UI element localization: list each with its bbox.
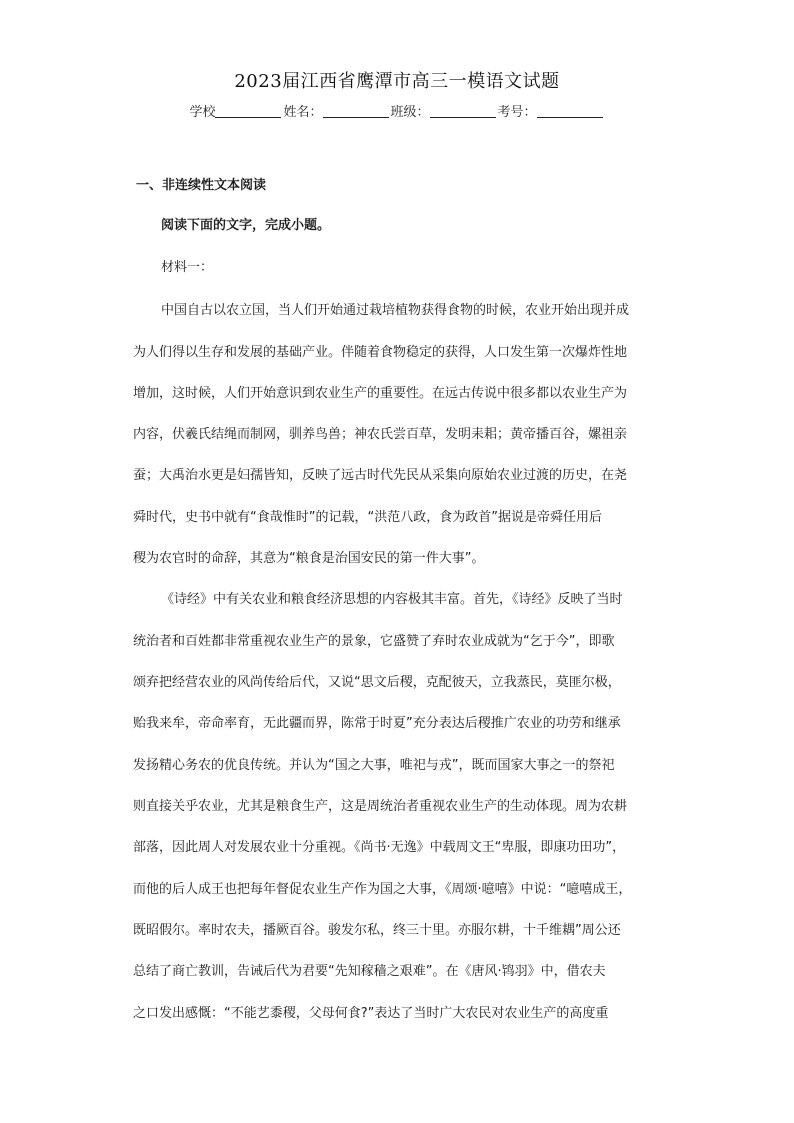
- text-line: 舜时代，史书中就有“食哉惟时”的记载，“洪范八政，食为政首”据说是帝舜任用后: [133, 510, 602, 525]
- exam-number-blank: [537, 103, 603, 118]
- section-heading: 一、非连续性文本阅读: [136, 178, 267, 193]
- name-label: 姓名：: [283, 105, 323, 120]
- student-info-row: [0, 103, 794, 123]
- text-line: 既昭假尔。率时农夫，播厥百谷。骏发尔私，终三十里。亦服尔耕，十千维耦”周公还: [133, 923, 621, 938]
- text-line: 之口发出感慨：“不能艺黍稷，父母何食?”表达了当时广大农民对农业生产的高度重: [133, 1006, 609, 1021]
- text-line: 部落，因此周人对发展农业十分重视。《尚书·无逸》中载周文王“卑服，即康功田功”，: [133, 840, 626, 855]
- page-title: 2023届江西省鹰潭市高三一模语文试题: [234, 71, 560, 92]
- text-line: 而他的后人成王也把每年督促农业生产作为国之大事，《周颂·噫嘻》中说：“噫嘻成王，: [133, 882, 632, 897]
- text-line: 内容，伏羲氏结绳而制网，驯养鸟兽；神农氏尝百草，发明耒耜；黄帝播百谷，嫘祖亲: [133, 427, 628, 442]
- material-label: 材料一：: [161, 260, 214, 275]
- text-line: 总结了商亡教训，告诫后代为君要“先知稼穑之艰难”。在《唐风·鸨羽》中，借农夫: [133, 964, 606, 979]
- text-line: 稷为农官时的命辞，其意为“粮食是治国安民的第一件大事”。: [133, 551, 485, 566]
- name-blank: [323, 103, 389, 118]
- school-blank: [215, 103, 281, 118]
- class-label: 班级：: [390, 105, 430, 120]
- text-line: 为人们得以生存和发展的基础产业。伴随着食物稳定的获得，人口发生第一次爆炸性地: [133, 345, 628, 360]
- text-line: 统治者和百姓都非常重视农业生产的景象，它盛赞了弃时农业成就为“乞于今”，即歌: [133, 634, 615, 649]
- text-line: 增加，这时候，人们开始意识到农业生产的重要性。在远古传说中很多都以农业生产为: [133, 386, 628, 401]
- text-line: 中国自古以农立国，当人们开始通过栽培植物获得食物的时候，农业开始出现并成: [161, 303, 630, 318]
- text-line: 《诗经》中有关农业和粮食经济思想的内容极其丰富。首先，《诗经》反映了当时: [161, 592, 623, 607]
- text-line: 则直接关乎农业，尤其是粮食生产，这是周统治者重视农业生产的生动体现。周为农耕: [133, 799, 628, 814]
- school-label: 学校: [189, 105, 216, 120]
- class-blank: [430, 103, 496, 118]
- text-line: 贻我来牟，帝命率育，无此疆而界，陈常于时夏”充分表达后稷推广农业的功劳和继承: [133, 716, 621, 731]
- text-line: 颂弃把经营农业的风尚传给后代，又说“思文后稷，克配彼天，立我蒸民，莫匪尔极，: [133, 675, 621, 690]
- exam-number-label: 考号：: [497, 105, 537, 120]
- instruction-text: 阅读下面的文字，完成小题。: [161, 218, 331, 233]
- text-line: 发扬精心务农的优良传统。并认为“国之大事，唯祀与戎”，既而国家大事之一的祭祀: [133, 758, 615, 773]
- text-line: 蚕；大禹治水更是妇孺皆知，反映了远古时代先民从采集向原始农业过渡的历史，在尧: [133, 468, 628, 483]
